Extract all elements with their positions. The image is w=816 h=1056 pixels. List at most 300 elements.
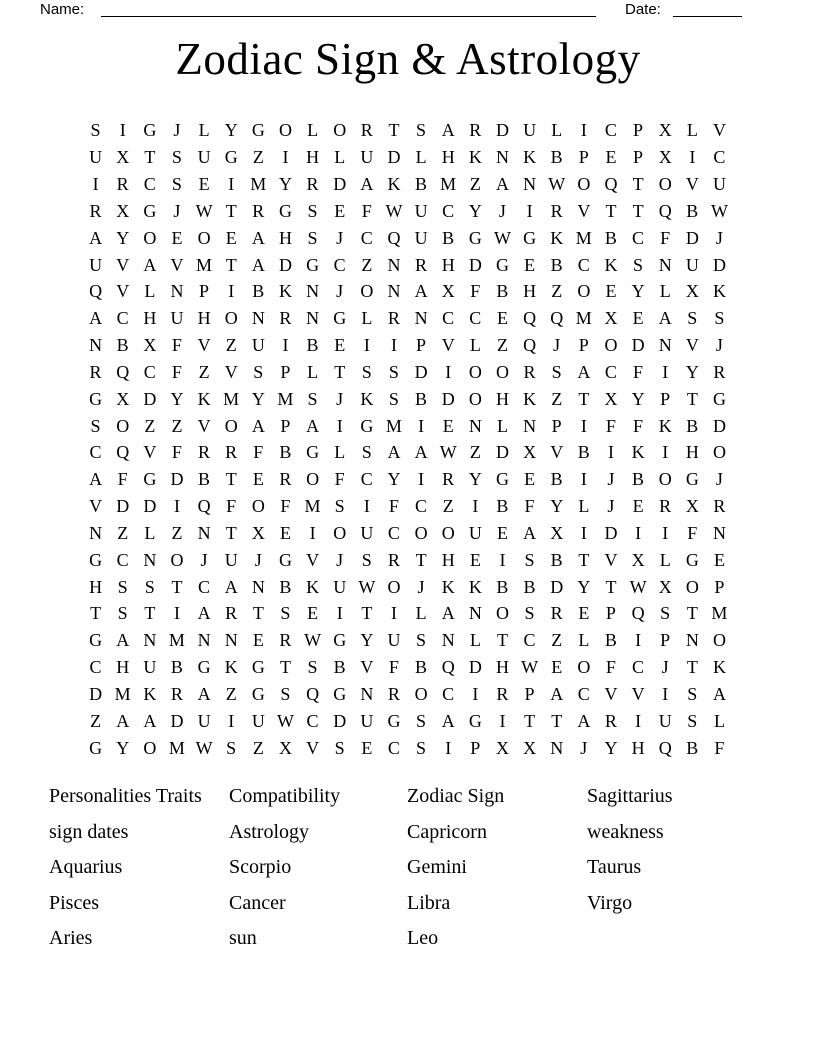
grid-cell: D: [143, 496, 157, 517]
grid-cell: N: [197, 630, 211, 651]
grid-cell: F: [714, 737, 725, 758]
grid-cell: I: [499, 710, 506, 731]
grid-cell: K: [523, 147, 537, 168]
grid-cell: X: [116, 388, 130, 409]
grid-cell: O: [197, 227, 211, 248]
grid-cell: J: [336, 388, 344, 409]
word-list-item: Capricorn: [407, 820, 487, 843]
grid-cell: S: [334, 496, 345, 517]
grid-cell: S: [551, 361, 562, 382]
grid-cell: N: [658, 335, 672, 356]
word-list-item: Aries: [49, 927, 93, 950]
grid-cell: D: [116, 496, 130, 517]
grid-cell: J: [417, 576, 425, 597]
grid-cell: Y: [387, 469, 401, 490]
grid-cell: G: [685, 549, 699, 570]
grid-cell: A: [143, 710, 157, 731]
grid-cell: E: [171, 227, 183, 248]
grid-cell: E: [496, 522, 508, 543]
grid-cell: F: [388, 657, 399, 678]
grid-cell: M: [385, 415, 402, 436]
grid-cell: I: [390, 335, 397, 356]
grid-cell: O: [577, 281, 591, 302]
grid-cell: Q: [197, 496, 211, 517]
grid-cell: R: [89, 361, 102, 382]
grid-cell: L: [361, 308, 373, 329]
grid-cell: I: [445, 361, 452, 382]
grid-cell: R: [387, 683, 400, 704]
grid-cell: F: [633, 415, 644, 436]
grid-cell: E: [334, 335, 346, 356]
grid-cell: X: [604, 308, 618, 329]
grid-cell: P: [714, 576, 725, 597]
grid-cell: F: [470, 281, 481, 302]
grid-cell: O: [658, 174, 672, 195]
grid-cell: O: [604, 335, 618, 356]
grid-cell: T: [388, 120, 400, 141]
grid-cell: S: [714, 308, 725, 329]
grid-cell: F: [687, 522, 698, 543]
grid-cell: N: [495, 147, 509, 168]
grid-cell: X: [631, 549, 645, 570]
grid-cell: Q: [523, 335, 537, 356]
grid-cell: P: [578, 147, 589, 168]
grid-cell: D: [387, 147, 401, 168]
grid-cell: H: [197, 308, 211, 329]
grid-cell: H: [523, 281, 537, 302]
grid-cell: Z: [144, 415, 156, 436]
grid-cell: L: [307, 361, 319, 382]
grid-cell: Z: [361, 254, 373, 275]
grid-cell: B: [577, 442, 590, 463]
grid-cell: F: [388, 496, 399, 517]
grid-cell: H: [441, 147, 455, 168]
grid-cell: T: [686, 388, 698, 409]
grid-cell: G: [333, 683, 347, 704]
grid-cell: C: [89, 657, 102, 678]
grid-cell: I: [282, 335, 289, 356]
grid-cell: J: [498, 200, 506, 221]
grid-cell: M: [250, 174, 267, 195]
grid-cell: T: [632, 200, 644, 221]
grid-cell: D: [495, 442, 509, 463]
grid-cell: R: [469, 120, 482, 141]
grid-cell: L: [659, 281, 671, 302]
grid-cell: N: [224, 630, 238, 651]
grid-cell: S: [280, 683, 291, 704]
grid-cell: B: [550, 549, 563, 570]
grid-cell: T: [686, 603, 698, 624]
grid-cell: C: [116, 549, 129, 570]
grid-cell: G: [306, 254, 320, 275]
grid-cell: I: [173, 496, 180, 517]
grid-cell: Z: [469, 442, 481, 463]
word-list-item: Virgo: [587, 891, 633, 914]
grid-cell: J: [336, 281, 344, 302]
grid-cell: K: [143, 683, 157, 704]
grid-cell: O: [577, 174, 591, 195]
grid-cell: U: [658, 710, 672, 731]
grid-cell: N: [441, 630, 455, 651]
grid-cell: C: [442, 683, 455, 704]
grid-cell: V: [685, 174, 699, 195]
grid-cell: L: [686, 120, 698, 141]
grid-cell: L: [415, 147, 427, 168]
grid-cell: S: [117, 576, 128, 597]
word-list-item: weakness: [587, 820, 664, 843]
grid-cell: G: [333, 630, 347, 651]
grid-cell: J: [173, 120, 181, 141]
grid-cell: W: [521, 657, 539, 678]
grid-cell: Q: [658, 200, 672, 221]
grid-cell: S: [361, 361, 372, 382]
grid-cell: J: [715, 227, 723, 248]
grid-cell: V: [360, 657, 374, 678]
grid-cell: H: [278, 227, 292, 248]
grid-cell: Y: [468, 200, 482, 221]
grid-cell: M: [304, 496, 321, 517]
grid-cell: C: [333, 254, 346, 275]
grid-cell: D: [278, 254, 292, 275]
grid-cell: N: [468, 415, 482, 436]
grid-cell: Q: [523, 308, 537, 329]
grid-cell: Q: [116, 361, 130, 382]
date-blank-line: [673, 0, 742, 17]
grid-cell: M: [277, 388, 294, 409]
grid-cell: J: [607, 496, 615, 517]
grid-cell: X: [143, 335, 157, 356]
grid-cell: T: [144, 603, 156, 624]
grid-cell: O: [414, 522, 428, 543]
grid-cell: Z: [225, 683, 237, 704]
grid-cell: F: [605, 657, 616, 678]
grid-cell: M: [168, 737, 185, 758]
grid-cell: H: [89, 576, 103, 597]
grid-cell: S: [633, 254, 644, 275]
grid-cell: V: [143, 442, 157, 463]
date-label: Date:: [625, 1, 661, 18]
grid-cell: D: [604, 522, 618, 543]
grid-cell: E: [578, 603, 590, 624]
grid-cell: F: [605, 415, 616, 436]
grid-cell: I: [635, 522, 642, 543]
grid-cell: I: [228, 710, 235, 731]
grid-cell: W: [304, 630, 322, 651]
grid-cell: N: [143, 549, 157, 570]
grid-cell: M: [575, 227, 592, 248]
grid-cell: E: [605, 281, 617, 302]
grid-cell: F: [361, 200, 372, 221]
grid-cell: T: [605, 200, 617, 221]
grid-cell: S: [90, 120, 101, 141]
grid-cell: J: [607, 469, 615, 490]
grid-cell: E: [361, 737, 373, 758]
grid-cell: K: [550, 227, 564, 248]
grid-cell: I: [689, 147, 696, 168]
grid-cell: B: [198, 469, 211, 490]
grid-cell: T: [334, 361, 346, 382]
grid-cell: U: [143, 657, 157, 678]
grid-cell: I: [580, 469, 587, 490]
grid-cell: B: [632, 469, 645, 490]
grid-cell: C: [604, 120, 617, 141]
grid-cell: K: [441, 576, 455, 597]
grid-cell: Y: [550, 496, 564, 517]
grid-cell: J: [336, 549, 344, 570]
grid-cell: V: [441, 335, 455, 356]
grid-cell: S: [416, 710, 427, 731]
grid-cell: X: [658, 147, 672, 168]
grid-cell: H: [495, 388, 509, 409]
grid-cell: I: [173, 603, 180, 624]
grid-cell: F: [524, 496, 535, 517]
grid-cell: G: [495, 469, 509, 490]
grid-cell: U: [170, 308, 184, 329]
grid-cell: X: [685, 281, 699, 302]
grid-cell: P: [199, 281, 210, 302]
grid-cell: W: [276, 710, 294, 731]
grid-cell: I: [309, 522, 316, 543]
grid-cell: B: [279, 576, 292, 597]
grid-cell: D: [143, 388, 157, 409]
grid-cell: U: [468, 522, 482, 543]
grid-cell: M: [575, 308, 592, 329]
grid-cell: E: [496, 308, 508, 329]
grid-cell: I: [472, 496, 479, 517]
grid-cell: O: [143, 737, 157, 758]
grid-cell: F: [633, 361, 644, 382]
grid-cell: B: [279, 442, 292, 463]
word-list-item: Taurus: [587, 856, 642, 879]
grid-cell: Q: [550, 308, 564, 329]
grid-cell: E: [198, 174, 210, 195]
grid-cell: R: [659, 496, 672, 517]
grid-cell: B: [550, 147, 563, 168]
grid-cell: L: [659, 549, 671, 570]
grid-cell: N: [251, 308, 265, 329]
grid-cell: Z: [551, 630, 563, 651]
grid-cell: P: [280, 415, 291, 436]
grid-cell: O: [387, 576, 401, 597]
grid-cell: I: [418, 469, 425, 490]
grid-cell: J: [200, 549, 208, 570]
grid-cell: A: [441, 603, 455, 624]
grid-cell: G: [143, 120, 157, 141]
grid-cell: G: [278, 200, 292, 221]
grid-cell: V: [116, 254, 130, 275]
grid-cell: A: [197, 683, 211, 704]
grid-cell: E: [252, 630, 264, 651]
grid-cell: B: [550, 254, 563, 275]
grid-cell: R: [496, 683, 509, 704]
grid-cell: C: [415, 496, 428, 517]
grid-cell: R: [225, 603, 238, 624]
grid-cell: R: [89, 200, 102, 221]
grid-cell: Q: [306, 683, 320, 704]
grid-cell: S: [280, 603, 291, 624]
grid-cell: Y: [170, 388, 184, 409]
grid-cell: P: [660, 630, 671, 651]
grid-cell: L: [578, 496, 590, 517]
grid-cell: N: [89, 522, 103, 543]
grid-cell: G: [89, 630, 103, 651]
word-list-column: [49, 779, 229, 957]
grid-cell: E: [605, 147, 617, 168]
grid-cell: X: [116, 200, 130, 221]
grid-cell: A: [387, 442, 401, 463]
grid-cell: F: [117, 469, 128, 490]
grid-cell: S: [334, 737, 345, 758]
grid-cell: B: [686, 737, 699, 758]
grid-cell: H: [116, 657, 130, 678]
grid-cell: B: [252, 281, 265, 302]
grid-cell: S: [524, 549, 535, 570]
grid-cell: O: [712, 630, 726, 651]
grid-cell: A: [224, 576, 238, 597]
grid-cell: R: [523, 361, 536, 382]
grid-cell: I: [499, 549, 506, 570]
grid-cell: S: [388, 361, 399, 382]
grid-cell: L: [144, 281, 156, 302]
grid-cell: T: [632, 174, 644, 195]
grid-cell: R: [306, 174, 319, 195]
grid-cell: I: [418, 415, 425, 436]
word-list-item: Astrology: [229, 820, 309, 843]
grid-cell: O: [306, 469, 320, 490]
grid-cell: G: [251, 683, 265, 704]
grid-cell: T: [225, 522, 237, 543]
grid-cell: G: [89, 549, 103, 570]
grid-cell: K: [197, 388, 211, 409]
grid-cell: Q: [387, 227, 401, 248]
grid-cell: H: [306, 147, 320, 168]
grid-cell: Q: [441, 657, 455, 678]
grid-cell: T: [171, 576, 183, 597]
grid-cell: Q: [89, 281, 103, 302]
grid-cell: K: [224, 657, 238, 678]
grid-cell: V: [306, 737, 320, 758]
grid-cell: A: [197, 603, 211, 624]
grid-cell: C: [577, 254, 590, 275]
grid-cell: B: [686, 415, 699, 436]
grid-cell: R: [279, 469, 292, 490]
grid-cell: R: [550, 603, 563, 624]
grid-cell: G: [333, 308, 347, 329]
grid-cell: L: [496, 415, 508, 436]
grid-cell: U: [387, 630, 401, 651]
grid-cell: P: [605, 603, 616, 624]
grid-cell: S: [416, 120, 427, 141]
grid-cell: A: [89, 227, 103, 248]
grid-cell: P: [470, 737, 481, 758]
grid-cell: X: [251, 522, 265, 543]
grid-cell: H: [441, 254, 455, 275]
grid-cell: C: [198, 576, 211, 597]
grid-cell: R: [442, 469, 455, 490]
word-search-grid: [82, 117, 733, 761]
grid-cell: O: [658, 469, 672, 490]
grid-cell: N: [306, 308, 320, 329]
grid-cell: E: [632, 308, 644, 329]
grid-cell: F: [171, 361, 182, 382]
grid-cell: G: [468, 710, 482, 731]
grid-cell: N: [468, 603, 482, 624]
grid-cell: Z: [551, 281, 563, 302]
grid-cell: S: [253, 361, 264, 382]
grid-cell: K: [468, 147, 482, 168]
grid-cell: V: [712, 120, 726, 141]
grid-cell: J: [715, 469, 723, 490]
grid-cell: F: [171, 335, 182, 356]
grid-cell: T: [279, 657, 291, 678]
grid-cell: Z: [225, 335, 237, 356]
grid-cell: S: [90, 415, 101, 436]
grid-cell: A: [441, 710, 455, 731]
grid-cell: O: [712, 442, 726, 463]
grid-cell: N: [170, 281, 184, 302]
grid-cell: U: [89, 147, 103, 168]
grid-cell: Q: [658, 737, 672, 758]
grid-cell: G: [197, 657, 211, 678]
grid-cell: V: [685, 335, 699, 356]
grid-cell: I: [363, 335, 370, 356]
grid-cell: O: [441, 522, 455, 543]
grid-cell: E: [307, 603, 319, 624]
grid-cell: C: [632, 657, 645, 678]
grid-cell: O: [495, 603, 509, 624]
grid-cell: K: [306, 576, 320, 597]
grid-cell: O: [278, 120, 292, 141]
grid-cell: E: [524, 469, 536, 490]
grid-cell: I: [607, 442, 614, 463]
grid-cell: A: [414, 442, 428, 463]
grid-cell: G: [89, 388, 103, 409]
grid-cell: C: [713, 147, 726, 168]
grid-cell: X: [604, 388, 618, 409]
grid-cell: N: [658, 254, 672, 275]
word-list-item: Leo: [407, 927, 439, 950]
grid-cell: X: [550, 522, 564, 543]
grid-cell: K: [712, 281, 726, 302]
grid-cell: X: [495, 737, 509, 758]
grid-cell: C: [143, 361, 156, 382]
grid-cell: Y: [224, 120, 238, 141]
grid-cell: S: [687, 710, 698, 731]
grid-cell: I: [580, 120, 587, 141]
grid-cell: K: [712, 657, 726, 678]
grid-cell: S: [687, 308, 698, 329]
grid-cell: X: [278, 737, 292, 758]
grid-cell: B: [523, 576, 536, 597]
grid-cell: G: [468, 227, 482, 248]
grid-cell: T: [496, 630, 508, 651]
word-list-item: Aquarius: [49, 856, 123, 879]
word-list-item: sign dates: [49, 820, 129, 843]
grid-cell: I: [390, 603, 397, 624]
grid-cell: V: [224, 361, 238, 382]
grid-cell: I: [662, 442, 669, 463]
grid-cell: C: [442, 308, 455, 329]
grid-cell: L: [307, 120, 319, 141]
grid-cell: J: [173, 200, 181, 221]
grid-cell: Z: [252, 147, 264, 168]
grid-cell: R: [225, 442, 238, 463]
grid-cell: W: [385, 200, 403, 221]
grid-cell: O: [468, 361, 482, 382]
word-list-item: Sagittarius: [587, 785, 673, 807]
grid-cell: I: [662, 522, 669, 543]
grid-cell: L: [469, 630, 481, 651]
